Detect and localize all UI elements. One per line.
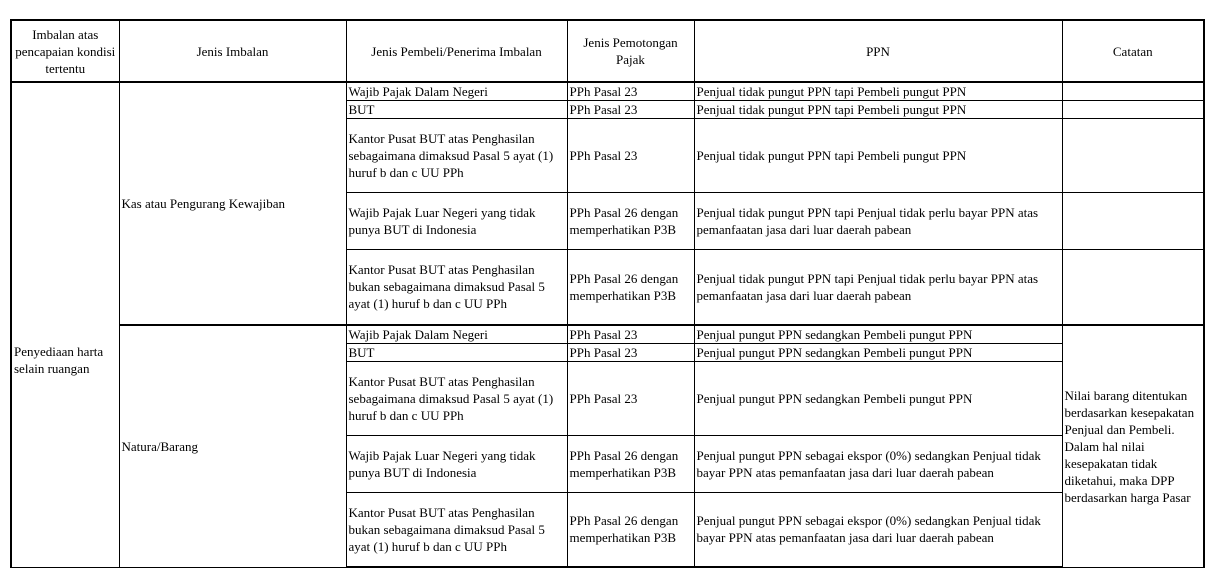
catatan-cell — [1062, 82, 1204, 101]
header-catatan: Catatan — [1062, 20, 1204, 82]
pembeli-cell: Kantor Pusat BUT atas Penghasilan sebagaimana dimaksud Pasal 5 ayat (1) huruf b dan c UU PPh — [346, 361, 567, 435]
pemotongan-cell: PPh Pasal 26 dengan memperhatikan P3B — [567, 250, 694, 325]
pembeli-cell: Kantor Pusat BUT atas Penghasilan bukan sebagaimana dimaksud Pasal 5 ayat (1) huruf b dan c UU PPh — [346, 250, 567, 325]
pemotongan-cell: PPh Pasal 23 — [567, 82, 694, 101]
pemotongan-cell: PPh Pasal 26 dengan memperhatikan P3B — [567, 492, 694, 567]
table-row — [11, 325, 1204, 344]
header-jenis-pembeli: Jenis Pembeli/Penerima Imbalan — [346, 20, 567, 82]
ppn-cell: Penjual pungut PPN sedangkan Pembeli pungut PPN — [694, 361, 1062, 435]
pembeli-cell: BUT — [346, 343, 567, 361]
header-jenis-pemotongan: Jenis Pemotongan Pajak — [567, 20, 694, 82]
ppn-cell: Penjual tidak pungut PPN tapi Pembeli pungut PPN — [694, 82, 1062, 101]
tax-table — [10, 19, 1205, 568]
pemotongan-cell: PPh Pasal 23 — [567, 343, 694, 361]
pemotongan-cell: PPh Pasal 23 — [567, 101, 694, 119]
ppn-cell: Penjual tidak pungut PPN tapi Penjual tidak perlu bayar PPN atas pemanfaatan jasa dari luar daerah pabean — [694, 193, 1062, 250]
ppn-cell: Penjual tidak pungut PPN tapi Pembeli pungut PPN — [694, 119, 1062, 193]
jenis-imbalan-cell: Kas atau Pengurang Kewajiban — [119, 82, 346, 325]
pemotongan-cell: PPh Pasal 26 dengan memperhatikan P3B — [567, 193, 694, 250]
header-row — [11, 20, 1204, 82]
ppn-cell: Penjual tidak pungut PPN tapi Pembeli pungut PPN — [694, 101, 1062, 119]
ppn-cell: Penjual pungut PPN sebagai ekspor (0%) sedangkan Penjual tidak bayar PPN atas pemanfaatan jasa dari luar daerah pabean — [694, 435, 1062, 492]
pembeli-cell: Kantor Pusat BUT atas Penghasilan bukan sebagaimana dimaksud Pasal 5 ayat (1) huruf b dan c UU PPh — [346, 492, 567, 567]
pemotongan-cell: PPh Pasal 23 — [567, 361, 694, 435]
header-jenis-imbalan: Jenis Imbalan — [119, 20, 346, 82]
category-cell: Penyediaan harta selain ruangan — [11, 82, 119, 567]
ppn-cell: Penjual pungut PPN sedangkan Pembeli pungut PPN — [694, 343, 1062, 361]
pemotongan-cell: PPh Pasal 23 — [567, 119, 694, 193]
pembeli-cell: BUT — [346, 101, 567, 119]
pemotongan-cell: PPh Pasal 26 dengan memperhatikan P3B — [567, 435, 694, 492]
pembeli-cell: Kantor Pusat BUT atas Penghasilan sebagaimana dimaksud Pasal 5 ayat (1) huruf b dan c UU PPh — [346, 119, 567, 193]
catatan-cell — [1062, 101, 1204, 119]
catatan-cell — [1062, 119, 1204, 193]
table-row — [11, 82, 1204, 101]
header-imbalan-kondisi: Imbalan atas pencapaian kondisi tertentu — [11, 20, 119, 82]
catatan-cell: Nilai barang ditentukan berdasarkan kesepakatan Penjual dan Pembeli. Dalam hal nilai kesepakatan tidak diketahui, maka DPP berdasarkan harga Pasar — [1062, 325, 1204, 568]
catatan-cell — [1062, 193, 1204, 250]
pemotongan-cell: PPh Pasal 23 — [567, 325, 694, 344]
header-ppn: PPN — [694, 20, 1062, 82]
pembeli-cell: Wajib Pajak Luar Negeri yang tidak punya BUT di Indonesia — [346, 193, 567, 250]
ppn-cell: Penjual pungut PPN sedangkan Pembeli pungut PPN — [694, 325, 1062, 344]
pembeli-cell: Wajib Pajak Luar Negeri yang tidak punya BUT di Indonesia — [346, 435, 567, 492]
catatan-cell — [1062, 250, 1204, 325]
ppn-cell: Penjual pungut PPN sebagai ekspor (0%) sedangkan Penjual tidak bayar PPN atas pemanfaatan jasa dari luar daerah pabean — [694, 492, 1062, 567]
pembeli-cell: Wajib Pajak Dalam Negeri — [346, 325, 567, 344]
ppn-cell: Penjual tidak pungut PPN tapi Penjual tidak perlu bayar PPN atas pemanfaatan jasa dari luar daerah pabean — [694, 250, 1062, 325]
jenis-imbalan-cell: Natura/Barang — [119, 325, 346, 568]
pembeli-cell: Wajib Pajak Dalam Negeri — [346, 82, 567, 101]
